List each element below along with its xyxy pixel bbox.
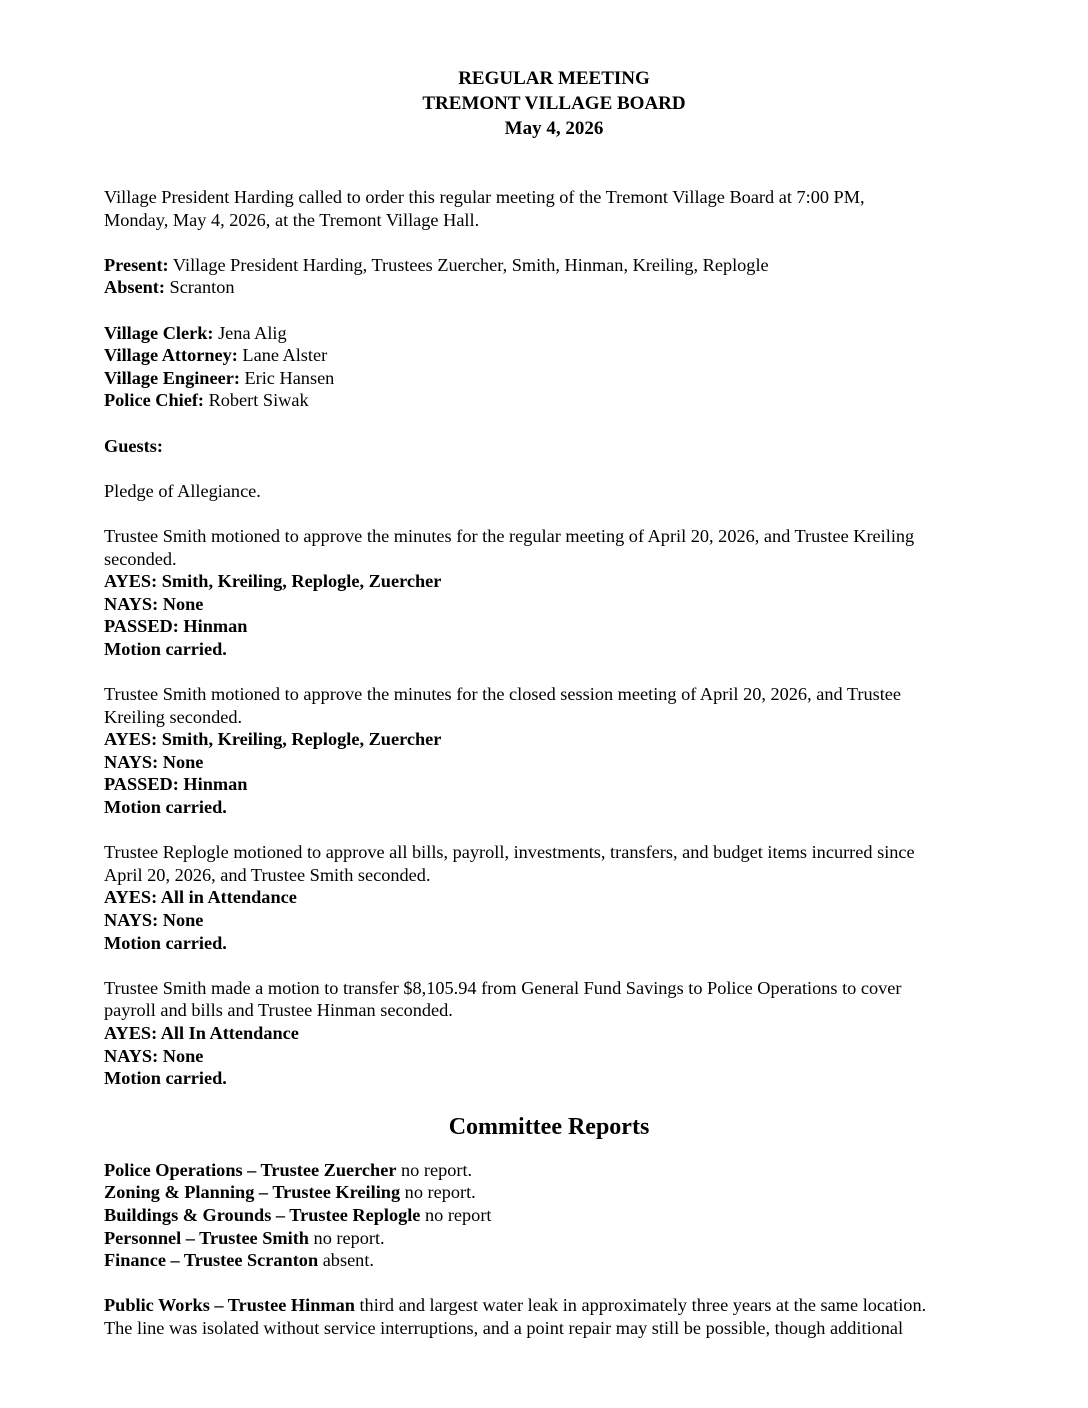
header-title: REGULAR MEETING (458, 68, 650, 89)
present-value: Village President Harding, Trustees Zuercher, Smith, Hinman, Kreiling, Replogle (168, 254, 769, 275)
motion-vote: AYES: Smith, Kreiling, Replogle, Zuercher (104, 729, 442, 750)
absent-label: Absent: (104, 277, 165, 298)
public-works-line-1 (104, 1294, 994, 1317)
committee-text: no report. (400, 1182, 476, 1203)
officials-block (104, 322, 994, 412)
motion-text: April 20, 2026, and Trustee Smith seconded. (104, 864, 431, 885)
official-value: Lane Alster (237, 345, 328, 366)
committee-label: Personnel – Trustee Smith (104, 1227, 309, 1248)
motion-1 (104, 525, 994, 661)
motion-vote: NAYS: None (104, 593, 204, 614)
motion-vote: NAYS: None (104, 910, 204, 930)
motion-vote: AYES: Smith, Kreiling, Replogle, Zuercher (104, 571, 442, 592)
public-works-text: third and largest water leak in approximately three years at the same location. (354, 1295, 927, 1316)
official-label: Police Chief: (104, 390, 205, 411)
intro-line-2: Monday, May 4, 2026, at the Tremont Village Hall. (104, 209, 480, 230)
document-content (104, 66, 994, 1340)
attendance-block (104, 254, 994, 299)
motion-4 (104, 977, 994, 1090)
motion-vote: PASSED: Hinman (104, 774, 248, 795)
committee-report (104, 1159, 994, 1182)
absent-value: Scranton (164, 277, 235, 298)
intro-line-1: Village President Harding called to order this regular meeting of the Tremont Village Board at 7:00 PM, (104, 187, 865, 207)
motion-vote: AYES: All In Attendance (104, 1022, 299, 1043)
motion-result: Motion carried. (104, 797, 227, 818)
guests-line (104, 435, 994, 458)
official-value: Eric Hansen (239, 367, 335, 388)
official-value: Robert Siwak (204, 390, 309, 411)
committee-label: Police Operations – Trustee Zuercher (104, 1159, 397, 1180)
motion-text: Trustee Replogle motioned to approve all bills, payroll, investments, transfers, and budget items incurred since (104, 842, 915, 863)
official-clerk (104, 322, 994, 345)
motion-text: Trustee Smith made a motion to transfer $8,105.94 from General Fund Savings to Police Operations to cover (104, 977, 902, 998)
official-value: Jena Alig (213, 322, 287, 343)
official-label: Village Attorney: (104, 345, 238, 366)
official-label: Village Engineer: (104, 367, 240, 388)
motion-text: Trustee Smith motioned to approve the minutes for the regular meeting of April 20, 2026, and Trustee Kreiling (104, 525, 915, 546)
document-header (104, 66, 994, 141)
motion-3 (104, 841, 994, 954)
motion-result: Motion carried. (104, 638, 227, 659)
pledge-line: Pledge of Allegiance. (104, 480, 261, 501)
header-date: May 4, 2026 (504, 118, 604, 139)
committee-text: absent. (318, 1250, 374, 1271)
motion-text: Trustee Smith motioned to approve the minutes for the closed session meeting of April 20, 2026, and Trustee (104, 684, 902, 705)
committee-report (104, 1249, 994, 1272)
official-engineer (104, 367, 994, 390)
public-works-label: Public Works – Trustee Hinman (104, 1295, 355, 1316)
committee-text: no report (420, 1204, 492, 1225)
motion-2 (104, 683, 994, 819)
header-board-name: TREMONT VILLAGE BOARD (422, 93, 686, 114)
official-label: Village Clerk: (104, 322, 214, 343)
motion-text: payroll and bills and Trustee Hinman seconded. (104, 1000, 453, 1021)
committee-report (104, 1181, 994, 1204)
official-attorney (104, 344, 994, 367)
motion-vote: PASSED: Hinman (104, 616, 248, 637)
committee-report (104, 1227, 994, 1250)
present-line (104, 254, 994, 277)
motion-result: Motion carried. (104, 932, 227, 953)
committee-report (104, 1204, 994, 1227)
committee-text: no report. (308, 1227, 385, 1248)
public-works-line-2: The line was isolated without service interruptions, and a point repair may still be possible, though additional (104, 1317, 904, 1338)
motion-vote: AYES: All in Attendance (104, 887, 297, 908)
absent-line (104, 276, 994, 299)
motion-text: Kreiling seconded. (104, 706, 243, 727)
committee-label: Buildings & Grounds – Trustee Replogle (104, 1204, 421, 1225)
committee-label: Zoning & Planning – Trustee Kreiling (104, 1182, 401, 1203)
public-works-report (104, 1294, 994, 1339)
committee-label: Finance – Trustee Scranton (104, 1250, 319, 1271)
motion-vote: NAYS: None (104, 1045, 204, 1066)
intro-paragraph (104, 186, 994, 231)
guests-label: Guests: (104, 435, 163, 456)
present-label: Present: (104, 254, 169, 275)
motion-vote: NAYS: None (104, 751, 204, 772)
motion-text: seconded. (104, 548, 177, 569)
motion-result: Motion carried. (104, 1068, 227, 1089)
committee-text: no report. (396, 1159, 473, 1180)
committee-reports-list (104, 1159, 994, 1272)
committee-reports-title: Committee Reports (448, 1113, 650, 1140)
official-police-chief (104, 389, 994, 412)
